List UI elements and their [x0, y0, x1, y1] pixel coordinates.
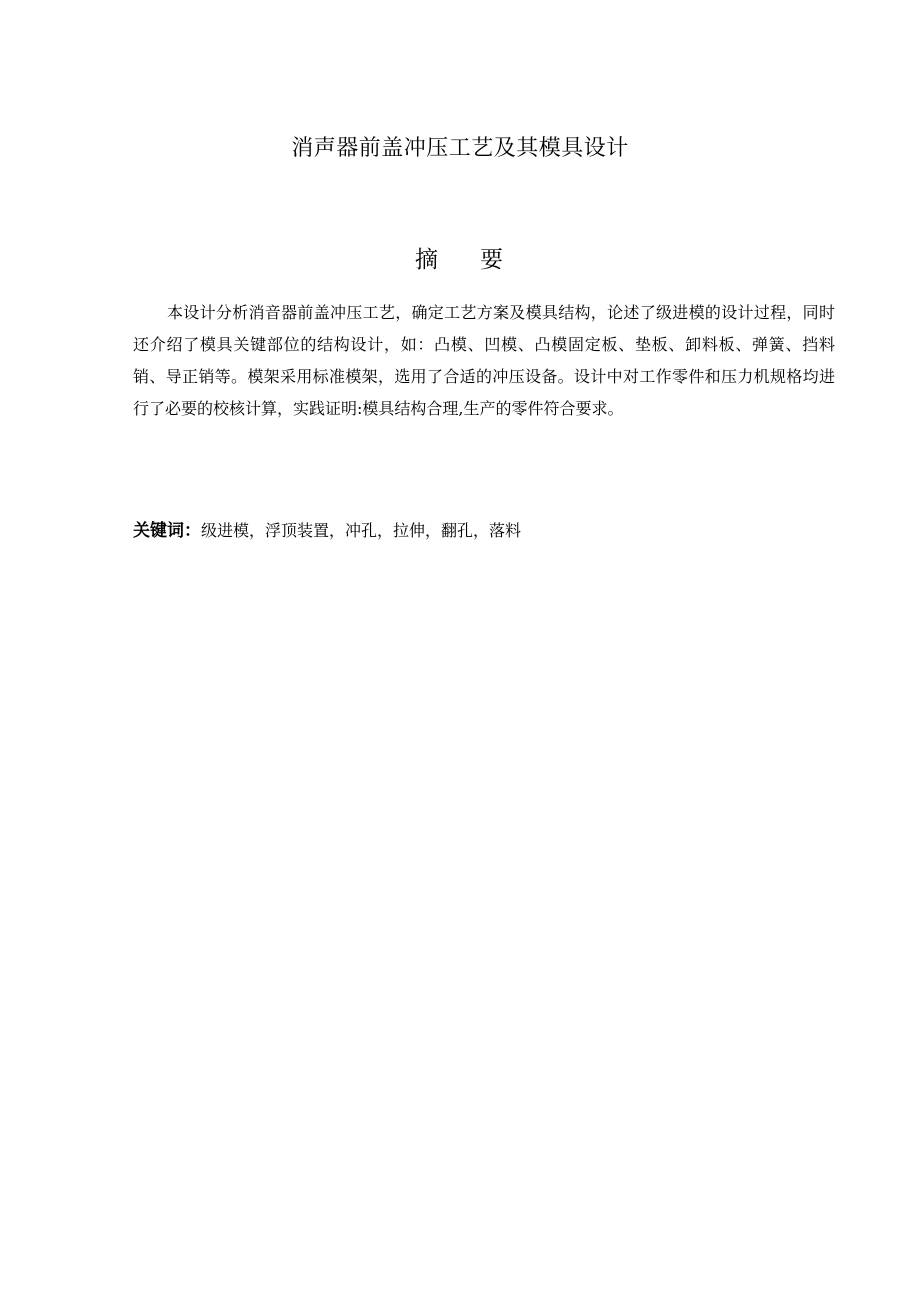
keywords-label: 关键词：	[133, 521, 201, 541]
document-title: 消声器前盖冲压工艺及其模具设计	[291, 136, 629, 161]
keywords-value: 级进模，浮顶装置，冲孔，拉伸，翻孔，落料	[201, 521, 522, 540]
keywords-line	[133, 515, 835, 547]
abstract-heading-char-1: 摘	[415, 247, 440, 273]
abstract-body: 本设计分析消音器前盖冲压工艺，确定工艺方案及模具结构，论述了级进模的设计过程，同时还介绍了模具关键部位的结构设计，如：凸模、凹模、凸模固定板、垫板、卸料板、弹簧、挡料销、导正销等。模架采用标准模架，选用了合适的冲压设备。设计中对工作零件和压力机规格均进行了必要的校核计算，实践证明:模具结构合理,生产的零件符合要求。	[133, 303, 835, 418]
abstract-heading	[0, 243, 920, 277]
abstract-heading-char-2: 要	[480, 247, 505, 273]
